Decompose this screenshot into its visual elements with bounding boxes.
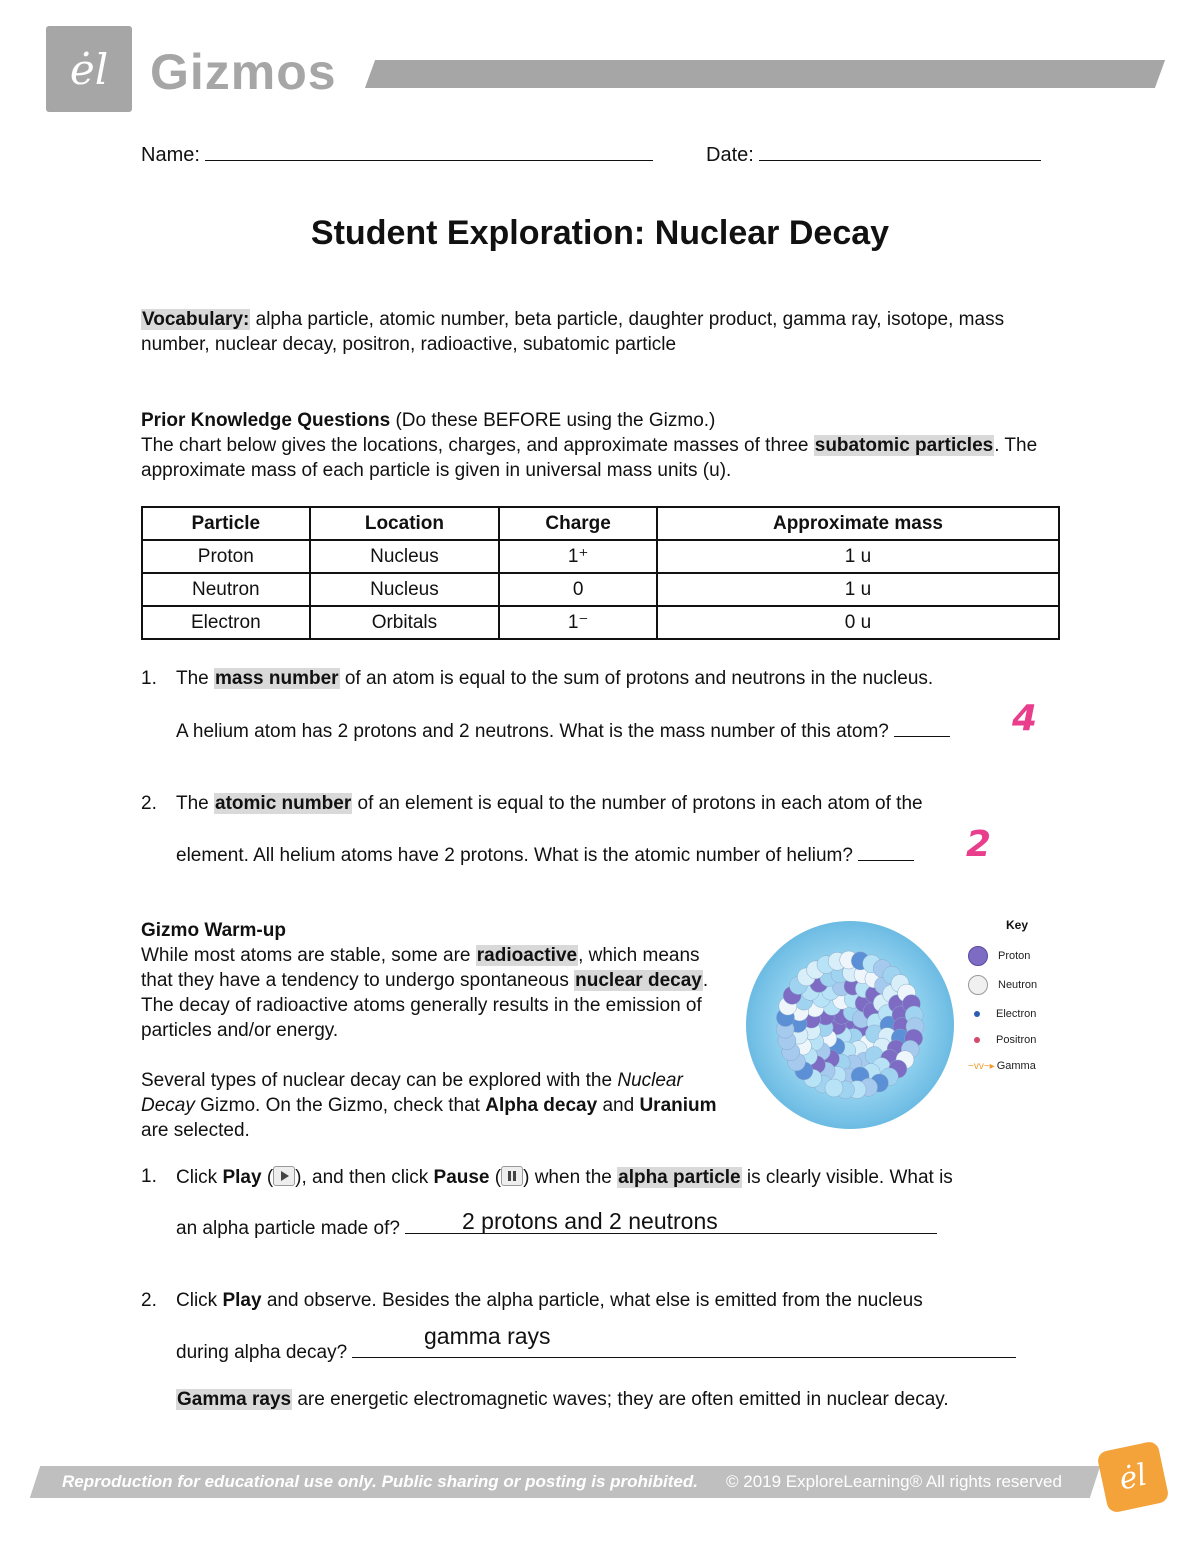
p2-alpha-decay: Alpha decay — [485, 1095, 598, 1116]
vocabulary-text: alpha particle, atomic number, beta particle, daughter product, gamma ray, isotope, mass number, nuclear decay, positron, radioactive, subatomic particle — [141, 309, 1005, 355]
p1-term-nuclear-decay: nuclear decay — [575, 970, 702, 991]
wq2-question: during alpha decay? — [176, 1342, 348, 1363]
positron-icon — [974, 1037, 980, 1043]
wq2-typed-answer: gamma rays — [424, 1323, 551, 1349]
name-field[interactable] — [141, 142, 653, 167]
table-cell: 0 u — [657, 606, 1059, 639]
prior-heading-note: (Do these BEFORE using the Gizmo.) — [395, 410, 716, 431]
table-cell: 1 u — [657, 540, 1059, 573]
warmup-q2-prompt — [176, 1339, 1016, 1364]
wq1-a: Click — [176, 1167, 218, 1188]
table-header: Particle — [142, 507, 310, 540]
question-2-prompt — [176, 842, 914, 867]
prior-intro: The chart below gives the locations, charges, and approximate masses of three — [141, 435, 809, 456]
table-header: Location — [310, 507, 500, 540]
wq2-play: Play — [222, 1290, 262, 1311]
warmup-heading: Gizmo Warm-up — [141, 920, 286, 941]
wq1-typed-answer: 2 protons and 2 neutrons — [462, 1208, 718, 1234]
proton-icon — [968, 946, 988, 966]
pause-icon[interactable] — [501, 1166, 523, 1186]
q1-handwritten-answer: 4 — [1012, 698, 1038, 739]
p1-a: While most atoms are stable, some are — [141, 945, 471, 966]
p1-c: . The decay of radioactive atoms generally results in the emission of particles and/or energy. — [141, 970, 709, 1041]
question-number: 2. — [141, 793, 157, 814]
table-header: Charge — [499, 507, 657, 540]
q1-post: of an atom is equal to the sum of protons and neutrons in the nucleus. — [344, 668, 934, 689]
play-icon[interactable] — [273, 1166, 295, 1186]
warmup-q2-statement — [176, 1290, 923, 1312]
table-header-row — [142, 507, 1059, 540]
table-cell: 1⁺ — [499, 540, 657, 573]
wq1-c: ) when the — [523, 1167, 612, 1188]
question-1-prompt — [176, 718, 950, 743]
name-label: Name: — [141, 144, 200, 166]
neutron-icon — [968, 975, 988, 995]
question-2-statement — [176, 793, 923, 815]
warmup-paragraph-2 — [141, 1068, 721, 1143]
key-title: Key — [1006, 918, 1029, 932]
footer-disclaimer: Reproduction for educational use only. Public sharing or posting is prohibited. — [62, 1472, 698, 1491]
date-blank[interactable] — [759, 142, 1041, 161]
key-item-electron — [968, 1004, 1036, 1024]
date-field[interactable] — [706, 142, 1041, 167]
footer-copyright: © 2019 ExploreLearning® All rights reserved — [726, 1472, 1062, 1491]
question-number: 1. — [141, 1166, 157, 1187]
gamma-text: are energetic electromagnetic waves; they are often emitted in nuclear decay. — [297, 1389, 949, 1410]
q2-handwritten-answer: 2 — [966, 824, 992, 865]
question-number: 2. — [141, 1290, 157, 1311]
q2-question: element. All helium atoms have 2 protons. What is the atomic number of helium? — [176, 845, 853, 866]
gizmos-logo: ėl — [46, 26, 132, 112]
q2-post: of an element is equal to the number of protons in each atom of the — [357, 793, 923, 814]
prior-heading: Prior Knowledge Questions — [141, 410, 391, 431]
q1-term: mass number — [215, 668, 339, 689]
key-item-positron — [968, 1030, 1036, 1050]
wq1-play: Play — [222, 1167, 262, 1188]
question-1-statement — [176, 668, 933, 690]
wq2-a: Click — [176, 1290, 218, 1311]
warmup-q1-statement: Click Play ( ), and then click Pause ( ) when the alpha particle is clearly visible. What is — [176, 1167, 953, 1188]
p2-italic: Nuclear Decay — [141, 1070, 683, 1116]
gamma-wave-icon: ~vv~▸ — [968, 1060, 995, 1072]
particle-table — [141, 506, 1060, 640]
prior-term: subatomic particles — [814, 435, 994, 456]
nucleon — [825, 1079, 843, 1097]
q2-answer-blank[interactable] — [858, 842, 914, 861]
gamma-rays-note — [176, 1389, 949, 1411]
p2-b: Gizmo. On the Gizmo, check that — [200, 1095, 480, 1116]
p2-a: Several types of nuclear decay can be explored with the — [141, 1070, 613, 1091]
p2-uranium: Uranium — [639, 1095, 717, 1116]
gizmo-warmup — [141, 918, 721, 1143]
p1-b: , which means that they have a tendency to undergo spontaneous — [141, 945, 700, 991]
key-label: Proton — [998, 950, 1031, 962]
table-cell: Neutron — [142, 573, 310, 606]
q2-pre: The — [176, 793, 209, 814]
key-label: Positron — [996, 1034, 1037, 1046]
key-item-gamma — [968, 1056, 1036, 1076]
table-cell: Proton — [142, 540, 310, 573]
gamma-term: Gamma rays — [177, 1389, 292, 1410]
warmup-paragraph-1 — [141, 943, 721, 1043]
date-label: Date: — [706, 144, 754, 166]
nucleus-illustration — [740, 920, 960, 1130]
prior-knowledge — [141, 408, 1041, 483]
table-cell: 0 — [499, 573, 657, 606]
p1-term-radioactive: radioactive — [476, 945, 578, 966]
wq1-term: alpha particle — [618, 1167, 741, 1188]
table-row — [142, 606, 1059, 639]
wq1-question: an alpha particle made of? — [176, 1218, 400, 1239]
explorelearning-logo: ėl — [1096, 1440, 1170, 1514]
table-cell: 1 u — [657, 573, 1059, 606]
name-blank[interactable] — [205, 142, 653, 161]
table-cell: Orbitals — [310, 606, 500, 639]
key-label: Gamma — [996, 1060, 1036, 1072]
table-cell: Nucleus — [310, 573, 500, 606]
table-row — [142, 573, 1059, 606]
key-item-proton — [968, 946, 1030, 966]
p2-d: are selected. — [141, 1120, 250, 1141]
prior-intro-end: . The approximate mass of each particle is given in universal mass units (u). — [141, 435, 1038, 481]
key-item-neutron — [968, 975, 1037, 995]
wq1-pause: Pause — [433, 1167, 490, 1188]
q1-pre: The — [176, 668, 209, 689]
header-bar — [365, 60, 1165, 88]
vocabulary — [141, 307, 1041, 357]
vocabulary-label: Vocabulary: — [142, 309, 250, 330]
question-number: 1. — [141, 668, 157, 689]
electron-icon — [974, 1011, 980, 1017]
table-header: Approximate mass — [657, 507, 1059, 540]
p2-c: and — [602, 1095, 635, 1116]
table-cell: 1⁻ — [499, 606, 657, 639]
table-cell: Electron — [142, 606, 310, 639]
table-row — [142, 540, 1059, 573]
key-label: Electron — [996, 1008, 1037, 1020]
page-title: Student Exploration: Nuclear Decay — [310, 214, 890, 252]
key-label: Neutron — [998, 979, 1038, 991]
wq1-d: is clearly visible. What is — [746, 1167, 953, 1188]
q1-answer-blank[interactable] — [894, 718, 950, 737]
wq1-b: ), and then click — [295, 1167, 429, 1188]
q1-question: A helium atom has 2 protons and 2 neutrons. What is the mass number of this atom? — [176, 721, 889, 742]
q2-term: atomic number — [215, 793, 352, 814]
table-cell: Nucleus — [310, 540, 500, 573]
brand-name: Gizmos — [150, 44, 337, 100]
wq2-b: and observe. Besides the alpha particle, what else is emitted from the nucleus — [266, 1290, 923, 1311]
